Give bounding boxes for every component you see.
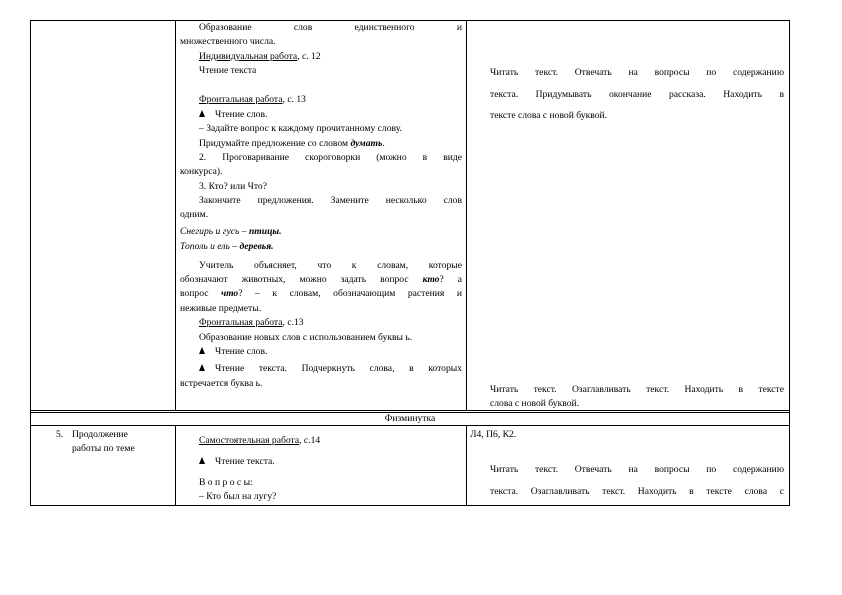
emphasis-word: птицы. xyxy=(248,226,282,237)
page-ref: , с.13 xyxy=(282,317,304,328)
text-line: 2. Проговаривание скороговорки (можно в виде xyxy=(199,152,462,163)
text-line xyxy=(180,434,462,448)
individual-work-link: Индивидуальная работа xyxy=(199,51,298,62)
text-line: Образование слов единственного и xyxy=(199,22,462,33)
page-ref: , с.14 xyxy=(299,435,321,446)
col-divider-2-lower xyxy=(466,425,467,506)
text-line xyxy=(180,93,462,107)
text-line: – Задайте вопрос к каждому прочитанному слову. xyxy=(199,123,402,134)
frontal-work-link: Фронтальная работа xyxy=(199,317,283,328)
text-line: Закончите предложения. Замените несколько слов xyxy=(199,195,462,206)
text-line xyxy=(180,362,462,376)
text-line: В о п р о с ы: xyxy=(199,477,253,488)
text-line xyxy=(180,240,462,254)
emphasis-word: деревья. xyxy=(239,241,274,252)
border-right xyxy=(789,20,790,506)
border-left xyxy=(30,20,31,506)
page-ref: , с. 13 xyxy=(282,94,306,105)
text-line xyxy=(180,455,462,469)
independent-work-link: Самостоятельная работа xyxy=(199,435,300,446)
bullet-text: Чтение слов. xyxy=(215,109,268,120)
col-divider-2-upper xyxy=(466,20,467,411)
activity-line: Читать текст. Отвечать на вопросы по содержанию xyxy=(490,464,784,475)
text-line: множественного числа. xyxy=(180,36,276,47)
text-line: неживые предметы. xyxy=(180,303,262,314)
text-line xyxy=(180,287,462,301)
topic-line: Продолжение xyxy=(72,429,128,440)
text-line xyxy=(180,108,462,122)
text-line: конкурса). xyxy=(180,166,223,177)
col-divider-1-upper xyxy=(175,20,176,411)
text-part: Тополь и ель – xyxy=(180,241,240,252)
text-line: Чтение текста xyxy=(199,65,257,76)
activity-line: Читать текст. Озаглавливать текст. Находить в тексте xyxy=(490,384,784,395)
text-line xyxy=(180,225,462,239)
activity-line: слова с новой буквой. xyxy=(490,398,580,409)
break-row-label: Физминутка xyxy=(384,413,436,424)
topic-line: работы по теме xyxy=(72,443,135,454)
text-line xyxy=(180,137,462,151)
activity-line: тексте слова с новой буквой. xyxy=(490,110,608,121)
text-part: вопрос xyxy=(180,288,222,299)
emphasis-word: думать xyxy=(350,138,383,149)
text-line: 3. Кто? или Что? xyxy=(199,181,267,192)
text-line xyxy=(180,273,462,287)
triangle-bullet-icon xyxy=(199,110,205,117)
text-part: Придумайте предложение со словом xyxy=(199,138,351,149)
col-divider-1-lower xyxy=(175,425,176,506)
bullet-text: Чтение текста. xyxy=(215,456,275,467)
text-line: – Кто был на лугу? xyxy=(199,491,277,502)
bullet-text: Чтение слов. xyxy=(215,346,268,357)
text-part: Снегирь и гусь – xyxy=(180,226,249,237)
text-line: Образование новых слов с использованием буквы ь. xyxy=(199,332,413,343)
text-line: встречается буква ь. xyxy=(180,378,263,389)
bullet-text: Чтение текста. Подчеркнуть слова, в которых xyxy=(215,363,462,374)
text-line xyxy=(180,50,462,64)
competency-codes: Л4, П6, К2. xyxy=(470,429,517,440)
emphasis-word: кто xyxy=(422,274,440,285)
text-line xyxy=(180,345,462,359)
page-ref: , с. 12 xyxy=(297,51,321,62)
text-line: одним. xyxy=(180,209,209,220)
text-part: . xyxy=(382,138,385,149)
text-part: ? – к словам, обозначающим растения и xyxy=(238,288,463,299)
activity-line: Читать текст. Отвечать на вопросы по содержанию xyxy=(490,67,784,78)
frontal-work-link: Фронтальная работа xyxy=(199,94,283,105)
emphasis-word: что xyxy=(221,288,239,299)
activity-line: текста. Придумывать окончание рассказа. Находить в xyxy=(490,89,784,100)
activity-line: текста. Озаглавливать текст. Находить в тексте слова с xyxy=(490,486,784,497)
text-part: ? а xyxy=(439,274,462,285)
text-line: Учитель объясняет, что к словам, которые xyxy=(199,260,462,271)
border-bottom xyxy=(30,505,790,506)
triangle-bullet-icon xyxy=(199,364,205,371)
text-part: обозначают животных, можно задать вопрос xyxy=(180,274,423,285)
triangle-bullet-icon xyxy=(199,347,205,354)
row-number: 5. xyxy=(56,429,64,440)
text-line xyxy=(180,316,462,330)
triangle-bullet-icon xyxy=(199,457,205,464)
